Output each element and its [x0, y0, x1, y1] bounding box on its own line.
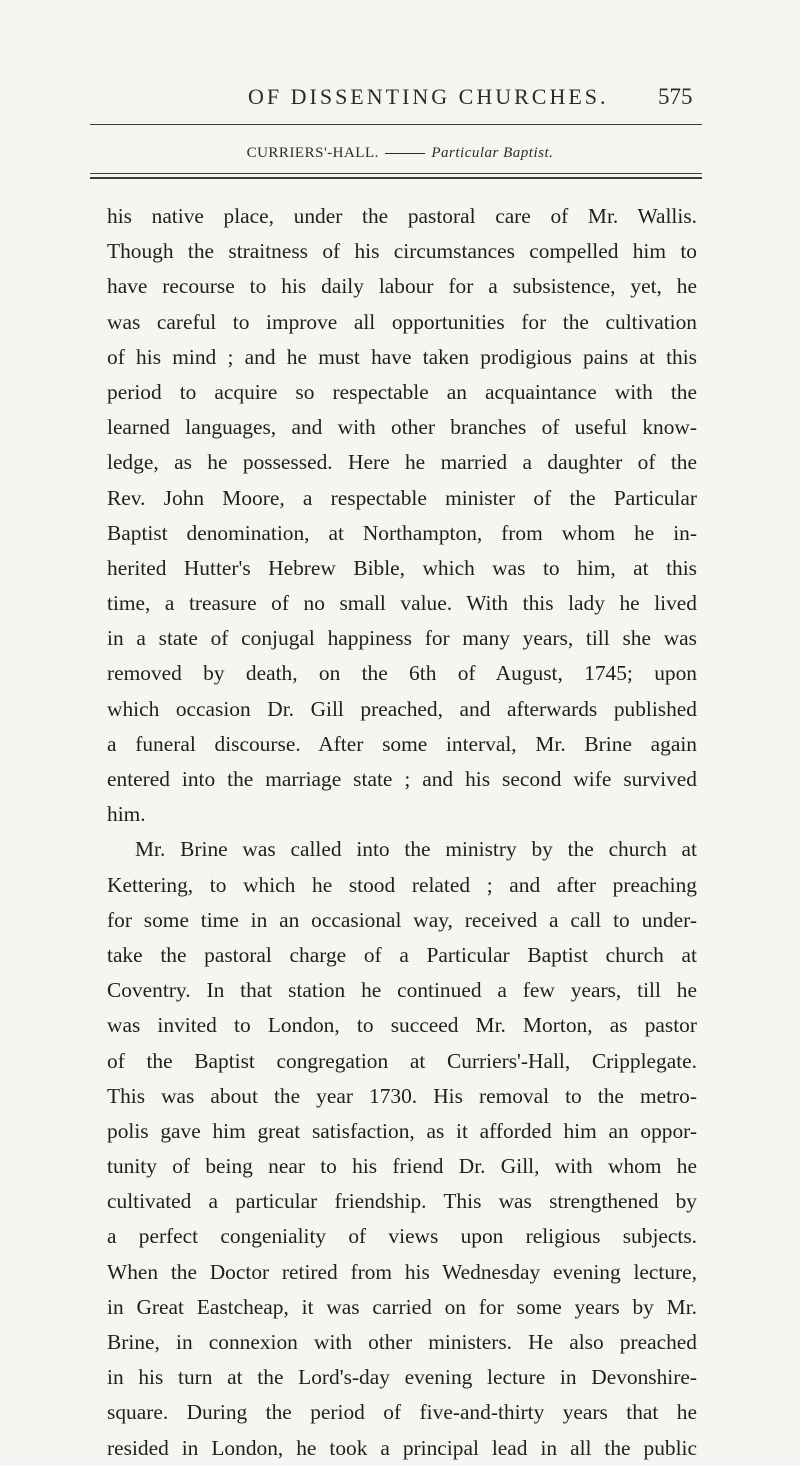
text-line: Baptist denomination, at Northampton, from whom he in-: [107, 520, 697, 545]
text-line: take the pastoral charge of a Particular Baptist church at: [107, 942, 697, 967]
header-rule: [90, 124, 702, 125]
text-line: polis gave him great satisfaction, as it afforded him an oppor-: [107, 1118, 697, 1143]
text-line: Kettering, to which he stood related ; and after preaching: [107, 872, 697, 897]
text-line: learned languages, and with other branches of useful know-: [107, 415, 697, 440]
text-line: When the Doctor retired from his Wednesday evening lecture,: [107, 1259, 697, 1284]
section-place: CURRIERS'-HALL.: [246, 145, 379, 161]
text-line: resided in London, he took a principal lead in all the public: [107, 1435, 697, 1460]
running-head: [0, 84, 800, 114]
text-line: herited Hutter's Hebrew Bible, which was to him, at this: [107, 555, 697, 580]
text-line: of the Baptist congregation at Curriers'-Hall, Cripplegate.: [107, 1048, 697, 1073]
text-line: in Great Eastcheap, it was carried on for some years by Mr.: [107, 1294, 697, 1319]
text-line: entered into the marriage state ; and his second wife survived: [107, 767, 697, 791]
text-line: a funeral discourse. After some interval, Mr. Brine again: [107, 731, 697, 756]
text-line: for some time in an occasional way, received a call to under-: [107, 907, 697, 932]
running-title: OF DISSENTING CHURCHES.: [248, 84, 609, 109]
section-rule-upper: [90, 173, 702, 174]
text-line: his native place, under the pastoral care of Mr. Wallis.: [107, 204, 697, 228]
text-line: was invited to London, to succeed Mr. Morton, as pastor: [107, 1013, 697, 1038]
text-line: Brine, in connexion with other ministers. He also preached: [107, 1330, 697, 1354]
text-line: removed by death, on the 6th of August, 1745; upon: [107, 661, 697, 686]
text-line: a perfect congeniality of views upon religious subjects.: [107, 1224, 697, 1249]
text-line: ledge, as he possessed. Here he married a daughter of the: [107, 450, 697, 475]
section-rule-lower: [90, 177, 702, 179]
text-line: have recourse to his daily labour for a subsistence, yet, he: [107, 274, 697, 299]
text-line: him.: [107, 802, 146, 827]
text-line: in a state of conjugal happiness for many years, till she was: [107, 626, 697, 651]
text-line: was careful to improve all opportunities for the cultivation: [107, 309, 697, 334]
text-line: in his turn at the Lord's-day evening lecture in Devonshire-: [107, 1365, 697, 1390]
text-line: Rev. John Moore, a respectable minister of the Particular: [107, 485, 697, 510]
text-line: tunity of being near to his friend Dr. Gill, with whom he: [107, 1154, 697, 1179]
body-text: [107, 199, 697, 1466]
text-line: Mr. Brine was called into the ministry by the church at: [135, 837, 697, 862]
text-line: period to acquire so respectable an acquaintance with the: [107, 379, 697, 404]
section-denomination: Particular Baptist.: [431, 145, 554, 161]
heading-dash: [385, 153, 425, 154]
text-line: time, a treasure of no small value. With this lady he lived: [107, 591, 697, 616]
section-heading: [0, 145, 800, 162]
text-line: square. During the period of five-and-thirty years that he: [107, 1400, 697, 1425]
text-line: Though the straitness of his circumstances compelled him to: [107, 239, 697, 264]
text-line: which occasion Dr. Gill preached, and afterwards published: [107, 696, 697, 721]
text-line: of his mind ; and he must have taken prodigious pains at this: [107, 344, 697, 369]
text-line: This was about the year 1730. His removal to the metro-: [107, 1083, 697, 1108]
page-number: 575: [658, 84, 693, 109]
text-line: Coventry. In that station he continued a few years, till he: [107, 978, 697, 1003]
text-line: cultivated a particular friendship. This was strengthened by: [107, 1189, 697, 1214]
